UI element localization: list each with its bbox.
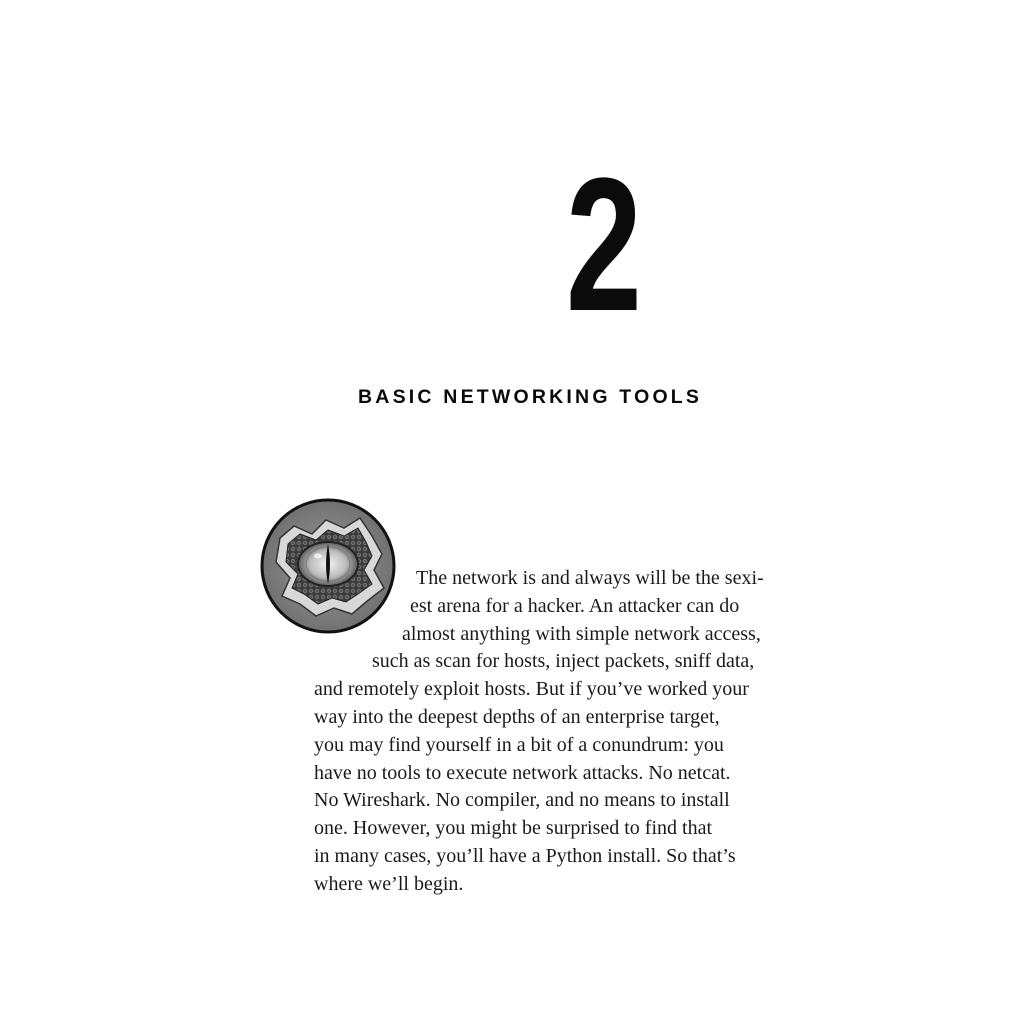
paragraph-line: The network is and always will be the sexi- bbox=[416, 567, 764, 589]
paragraph-line: in many cases, you’ll have a Python install. So that’s bbox=[314, 844, 736, 867]
chapter-intro-paragraph bbox=[314, 565, 824, 899]
paragraph-line: No Wireshark. No compiler, and no means to install bbox=[314, 789, 730, 812]
paragraph-line: where we’ll begin. bbox=[314, 872, 464, 895]
paragraph-line: one. However, you might be surprised to find that bbox=[314, 817, 713, 840]
paragraph-line: way into the deepest depths of an enterprise target, bbox=[314, 705, 720, 728]
paragraph-line: est arena for a hacker. An attacker can do bbox=[410, 594, 740, 617]
paragraph-line: you may find yourself in a bit of a conundrum: you bbox=[314, 733, 724, 756]
paragraph-line: and remotely exploit hosts. But if you’ve worked your bbox=[314, 678, 749, 701]
paragraph-line: almost anything with simple network access, bbox=[402, 622, 761, 645]
chapter-number: 2 bbox=[565, 139, 640, 351]
paragraph-line: such as scan for hosts, inject packets, sniff data, bbox=[372, 650, 755, 673]
paragraph-line: have no tools to execute network attacks. No netcat. bbox=[314, 761, 731, 784]
chapter-title: BASIC NETWORKING TOOLS bbox=[358, 386, 703, 408]
